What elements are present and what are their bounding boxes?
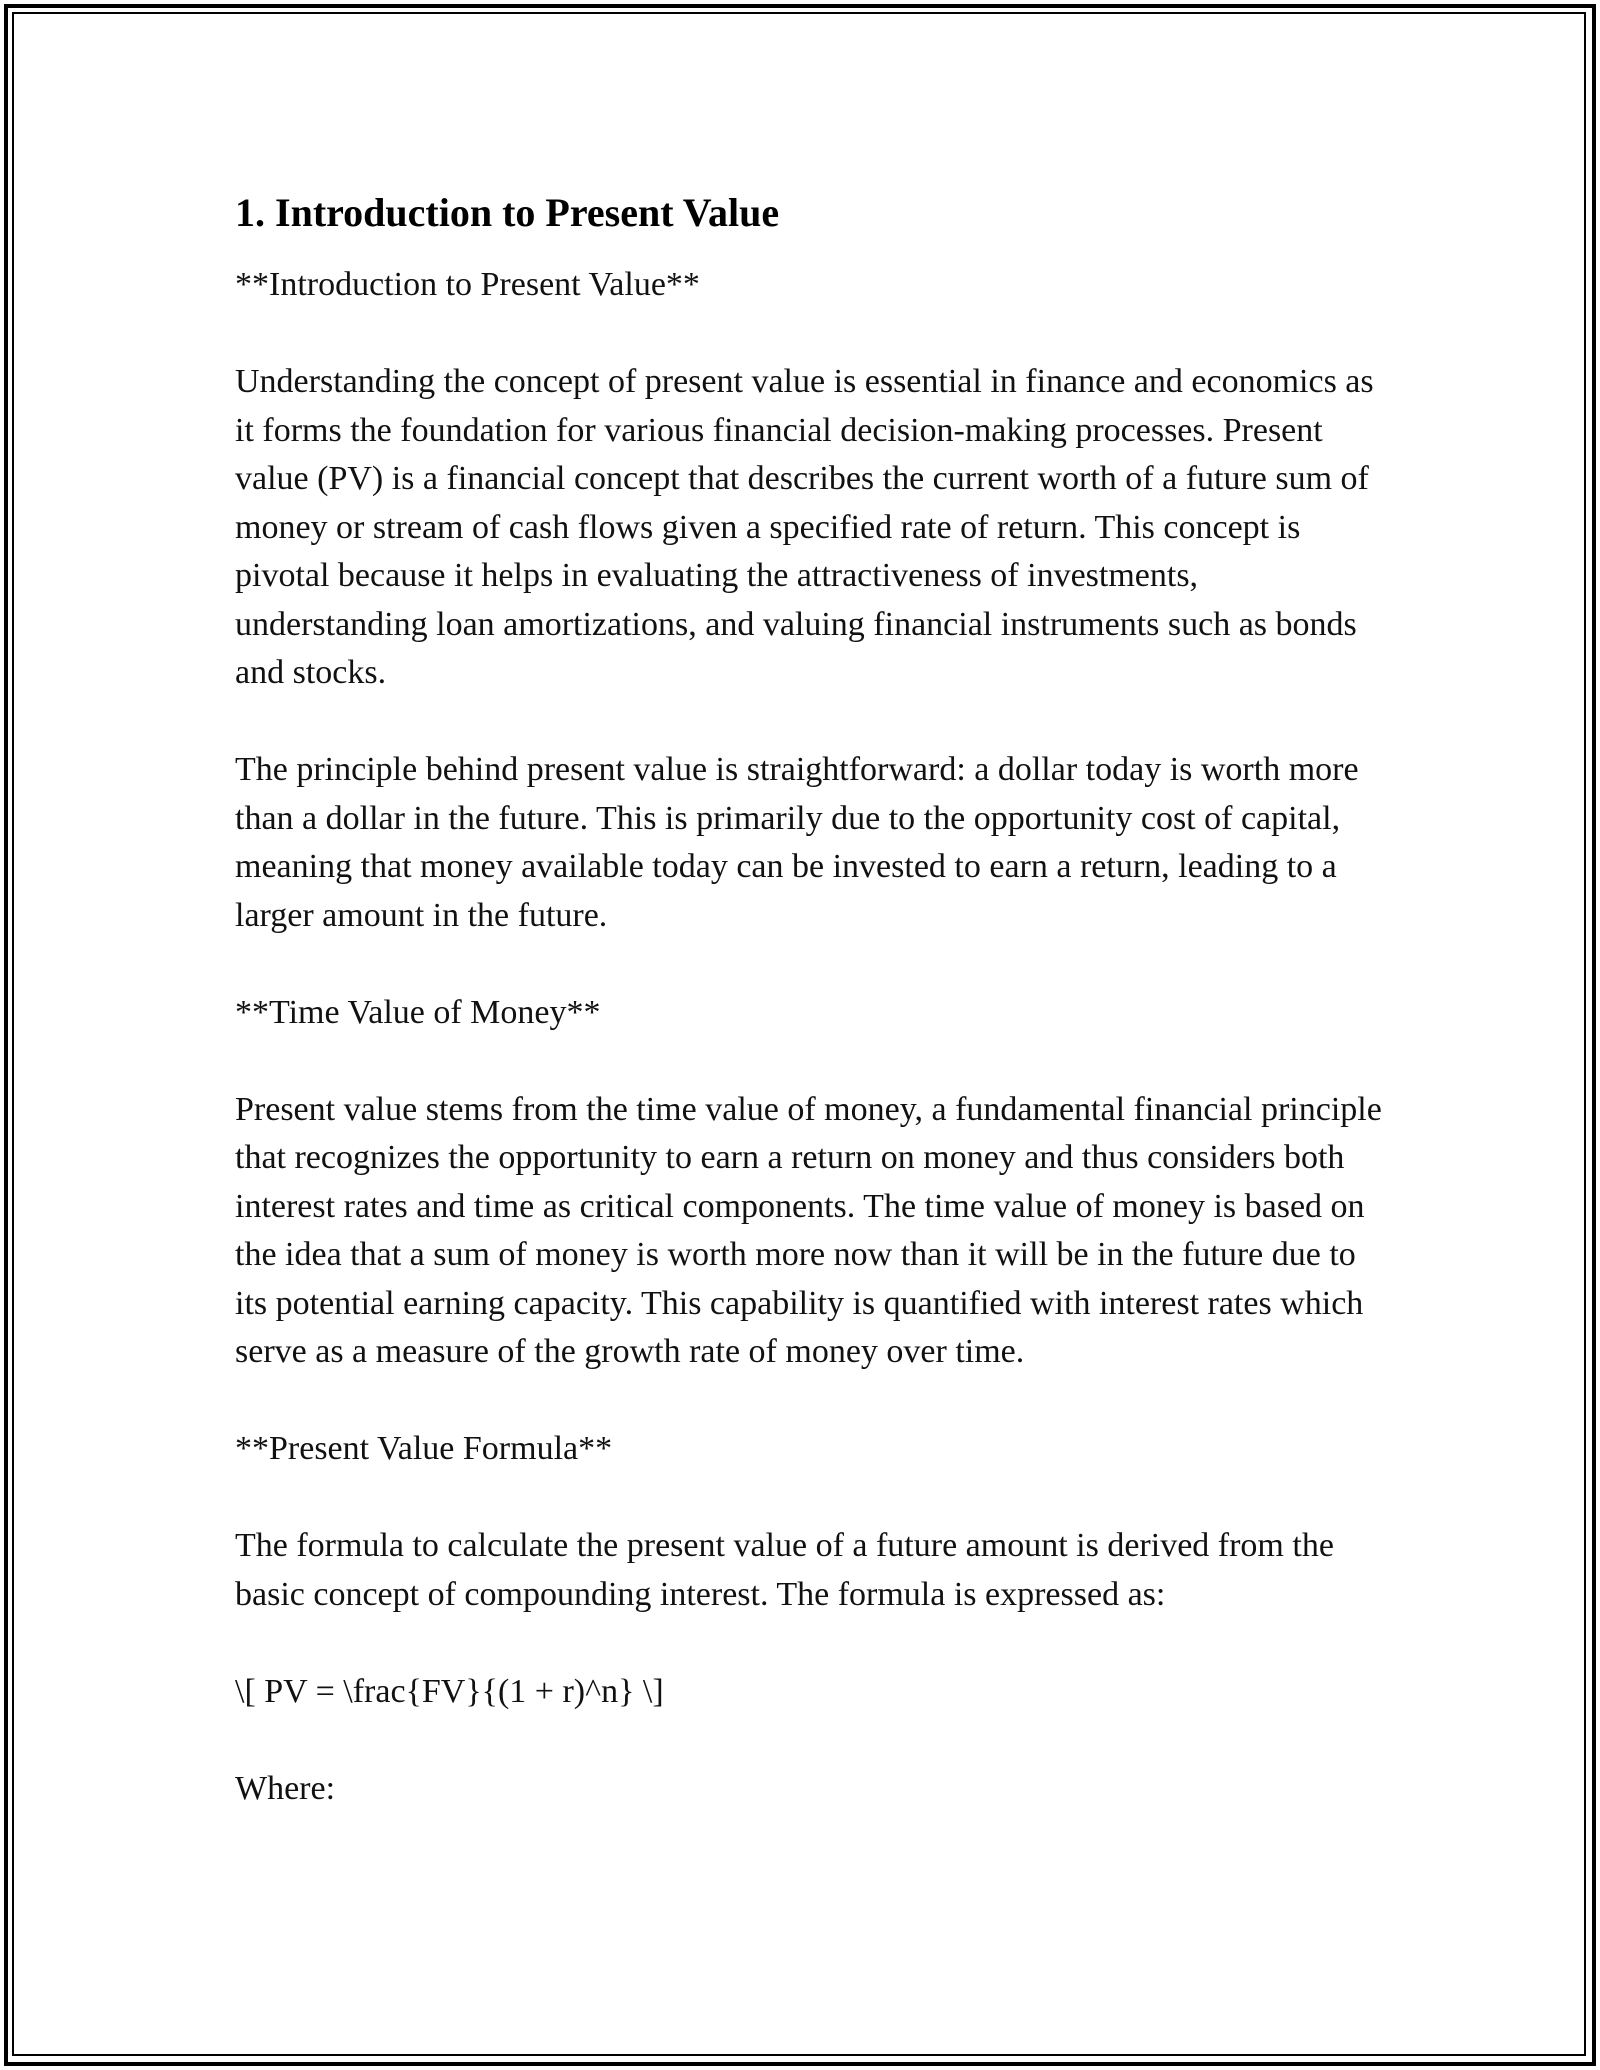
paragraph-understanding-pv: Understanding the concept of present value is essential in finance and economics as it forms the foundation for various financial decision-making processes. Present value (PV) is a financial concept that describes the current worth of a future sum of money or stream of cash flows given a specified rate of return. This concept is pivotal because it helps in evaluating the attractiveness of investments, understanding loan amortizations, and valuing financial instruments such as bonds and stocks. bbox=[235, 363, 1374, 691]
document-body bbox=[235, 185, 1395, 1813]
paragraph-principle: The principle behind present value is straightforward: a dollar today is worth more than a dollar in the future. This is primarily due to the opportunity cost of capital, meaning that money available today can be invested to earn a return, leading to a larger amount in the future. bbox=[235, 751, 1359, 934]
subheading-introduction: **Introduction to Present Value** bbox=[235, 266, 700, 303]
subheading-time-value: **Time Value of Money** bbox=[235, 993, 601, 1031]
paragraph-where: Where: bbox=[235, 1769, 336, 1807]
paragraph-time-value: Present value stems from the time value of money, a fundamental financial principle that recognizes the opportunity to earn a return on money and thus considers both interest rates and time as critical components. The time value of money is based on the idea that a sum of money is worth more now than it will be in the future due to its potential earning capacity. This capability is quantified with interest rates which serve as a measure of the growth rate of money over time. bbox=[235, 1090, 1382, 1370]
formula-latex: \[ PV = \frac{FV}{(1 + r)^n} \] bbox=[235, 1672, 664, 1710]
paragraph-formula-intro: The formula to calculate the present value of a future amount is derived from the basic concept of compounding interest. The formula is expressed as: bbox=[235, 1527, 1334, 1613]
section-heading: 1. Introduction to Present Value bbox=[235, 190, 780, 235]
subheading-formula: **Present Value Formula** bbox=[235, 1430, 613, 1467]
